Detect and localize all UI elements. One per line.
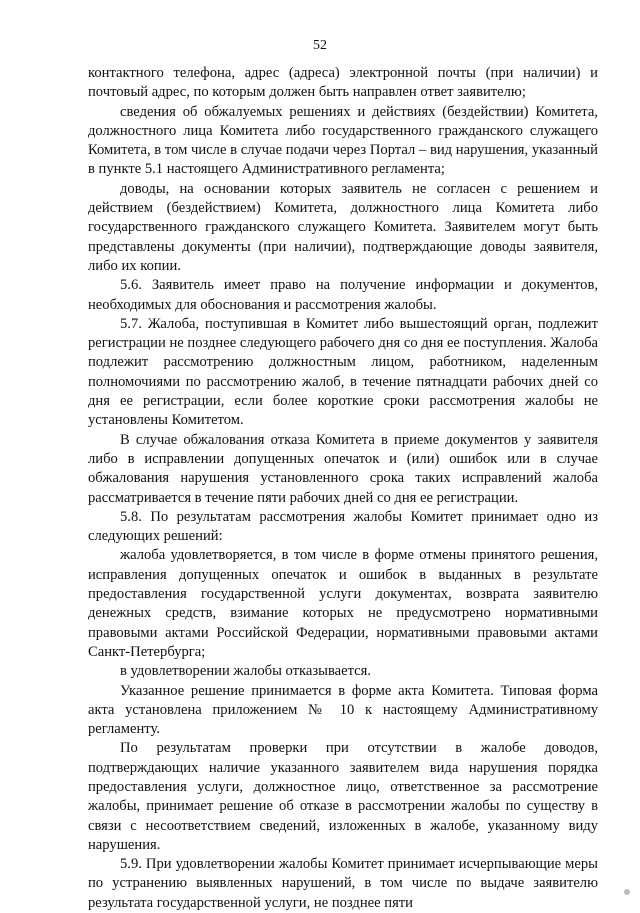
paragraph-complaint-rejected: в удовлетворении жалобы отказывается. — [120, 663, 372, 680]
body-text — [88, 64, 598, 913]
paragraph-5-6: 5.6. Заявитель имеет право на получение информации и документов, необходимых для обоснования и рассмотрения жалобы. — [88, 277, 598, 313]
paragraph-decision-form: Указанное решение принимается в форме акта Комитета. Типовая форма акта установлена приложением № 10 к настоящему Административному регламенту. — [88, 682, 598, 738]
paragraph-complaint-satisfied: жалоба удовлетворяется, в том числе в форме отмены принятого решения, исправления допущенных опечаток и ошибок в выданных в результате предоставления государственной услуги документах, возврата заявителю денежных средств, взимание которых не предусмотрено нормативными правовыми актами Российской Федерации, нормативными правовыми актами Санкт-Петербурга; — [88, 547, 598, 660]
paragraph-5-8: 5.8. По результатам рассмотрения жалобы Комитет принимает одно из следующих решений: — [88, 508, 598, 545]
paragraph-5-7: 5.7. Жалоба, поступившая в Комитет либо вышестоящий орган, подлежит регистрации не позднее следующего рабочего дня со дня ее поступления. Жалоба подлежит рассмотрению должностным лицом, работником, наделенным полномочиями по рассмотрению жалоб, в течение пятнадцати рабочих дней со дня ее регистрации, если более короткие сроки рассмотрения жалобы не установлены Комитетом. — [88, 315, 598, 429]
paragraph-arguments: доводы, на основании которых заявитель не согласен с решением и действием (бездействием) Комитета, должностного лица Комитета либо государственного гражданского служащего Комитета. Заявителем могут быть представлены документы (при наличии), подтверждающие доводы заявителя, либо их копии. — [88, 180, 598, 274]
paragraph-5-9: 5.9. При удовлетворении жалобы Комитет принимает исчерпывающие меры по устранению выявленных нарушений, в том числе по выдаче заявителю результата государственной услуги, не позднее пяти — [88, 856, 598, 911]
scan-mark — [624, 889, 630, 895]
paragraph-appealed-decisions: сведения об обжалуемых решениях и действиях (бездействии) Комитета, должностного лица Комитета либо государственного гражданского служащего Комитета, в том числе в случае подачи через Портал – вид нарушения, указанный в пункте 5.1 настоящего Административного регламента; — [88, 103, 598, 178]
paragraph-refusal-appeal: В случае обжалования отказа Комитета в приеме документов у заявителя либо в исправлении допущенных опечаток и (или) ошибок или в случае обжалования нарушения установленного срока таких исправлений жалоба рассматривается в течение пяти рабочих дней со дня ее регистрации. — [88, 431, 598, 506]
paragraph-contact-details: контактного телефона, адрес (адреса) электронной почты (при наличии) и почтовый адрес, по которым должен быть направлен ответ заявителю; — [88, 65, 598, 101]
paragraph-verification-results: По результатам проверки при отсутствии в жалобе доводов, подтверждающих наличие указанного заявителем вида нарушения порядка предоставления услуги, должностное лицо, ответственное за рассмотрение жалобы, принимает решение об отказе в рассмотрении жалобы по существу в связи с несоответствием сведений, изложенных в жалобе, указанному виду нарушения. — [88, 740, 598, 853]
page-number: 52 — [313, 38, 327, 53]
